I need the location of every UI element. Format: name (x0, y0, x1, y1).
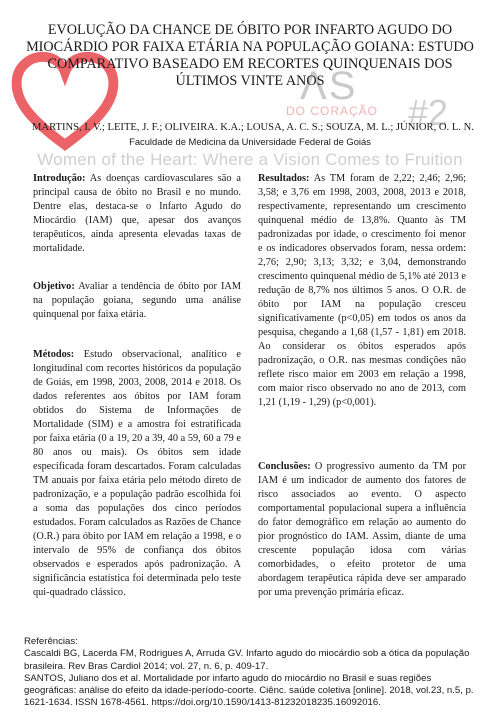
conclusions-heading: Conclusões: (258, 461, 311, 472)
results-heading: Resultados: (258, 173, 310, 184)
objective-section (33, 280, 241, 322)
objective-heading: Objetivo: (33, 281, 75, 292)
methods-heading: Métodos: (33, 349, 75, 360)
watermark-tagline: Women of the Heart: Where a Vision Comes to Fruition (37, 150, 463, 169)
reference-item: Cascaldi BG, Lacerda FM, Rodrigues A, Arruda GV. Infarto agudo do miocárdio sob a ótica da população brasileira. Rev Bras Cardiol 2014; vol. 27, n. 6, p. 409-17. (24, 648, 470, 672)
introduction-section (33, 172, 241, 256)
introduction-text: As doenças cardiovasculares são a principal causa de óbito no Brasil e no mundo. Dentre elas, destaca-se o Infarto Agudo do Miocárdio (IAM) que, apesar dos avanços terapêuticos, ainda apresenta elevadas taxas de mortalidade. (33, 173, 241, 254)
reference-item: SANTOS, Juliano dos et al. Mortalidade por infarto agudo do miocárdio no Brasil e suas regiões geográficas: análise do efeito da idade-período-coorte. Ciênc. saúde coletiva [online]. 2018, vol.23, n.5, p. 1621-1634. ISSN 1678-4561. https://doi.org/10.1590/1413-81232018235.16092016. (24, 672, 474, 709)
poster-title: EVOLUÇÃO DA CHANCE DE ÓBITO POR INFARTO AGUDO DO MIOCÁRDIO POR FAIXA ETÁRIA NA POPULAÇÃO GOIANA: ESTUDO COMPARATIVO BASEADO EM RECORTES QUINQUENAIS DOS ÚLTIMOS VINTE ANOS (26, 22, 474, 89)
watermark-edition: #2 (408, 92, 449, 133)
watermark-subtitle: DO CORAÇÃO (286, 104, 379, 118)
watermark-logo: ΛS (300, 64, 358, 108)
affiliation: Faculdade de Medicina da Universidade Federal de Goiás (129, 136, 371, 147)
references (24, 636, 480, 710)
authors-line: MARTINS, I. V.; LEITE, J. F.; OLIVEIRA. K.A.; LOUSA, A. C. S.; SOUZA, M. L.; JÚNIOR, O. L. N. (32, 122, 474, 133)
methods-section (33, 348, 241, 600)
objective-text: Avaliar a tendência de óbito por IAM na população goiana, segundo uma análise quinquenal por faixa etária. (33, 281, 241, 320)
references-heading: Referências: (24, 636, 78, 647)
conclusions-section (258, 460, 466, 600)
conclusions-text: O progressivo aumento da TM por IAM é um indicador de aumento dos fatores de risco associados ao evento. O aspecto comportamental populacional supera a influência do fator demográfico em relação ao aumento do pior prognóstico do IAM. Assim, diante de uma crescente população idosa com várias comorbidades, o efeito protetor de uma abordagem terapêutica rápida deve ser amparado por uma prevenção primária eficaz. (258, 461, 466, 598)
methods-text: Estudo observacional, analítico e longitudinal com recortes históricos da população de Goiás, em 1998, 2003, 2008, 2014 e 2018. Os dados referentes aos óbitos por IAM foram obtidos do Sistema de Informações de Mortalidade (SIM) e a amostra foi estratificada por faixa etária (0 a 19, 20 a 39, 40 a 59, 60 a 79 e 80 anos ou mais). Os óbitos sem idade especificada foram descartados. Foram calculadas TM anuais por faixa etária pelo método direto de padronização, e a população padrão escolhida foi a soma das populações dos cinco períodos estudados. Foram calculados as Razões de Chance (O.R.) para óbito por IAM em relação a 1998, e o intervalo de 95% de confiança dos óbitos observados e esperados após padronização. A significância estatística foi determinada pelo teste qui-quadrado clássico. (33, 349, 241, 598)
results-text: As TM foram de 2,22; 2,46; 2,96; 3,58; e 3,76 em 1998, 2003, 2008, 2013 e 2018, respectivamente, representando um crescimento quinquenal médio de 13,8%. Quanto às TM padronizadas por idade, o crescimento foi menor e os indicadores observados foram, nessa ordem: 2,76; 2,90; 3,13; 3,32; e 3,04, demonstrando crescimento quinquenal médio de 5,1% até 2013 e redução de 8,7% nos últimos 5 anos. O O.R. de óbito por IAM na população cresceu significativamente (p<0,05) em todos os anos da pesquisa, chegando a 1,68 (1,57 - 1,81) em 2018. Ao considerar os óbitos esperados após padronização, o O.R. nas mesmas condições não reflete risco maior em 2003 em relação a 1998, com maior risco observado no ano de 2013, com 1,21 (1,19 - 1,29) (p<0,001). (258, 173, 466, 408)
introduction-heading: Introdução: (33, 173, 86, 184)
results-section (258, 172, 466, 410)
